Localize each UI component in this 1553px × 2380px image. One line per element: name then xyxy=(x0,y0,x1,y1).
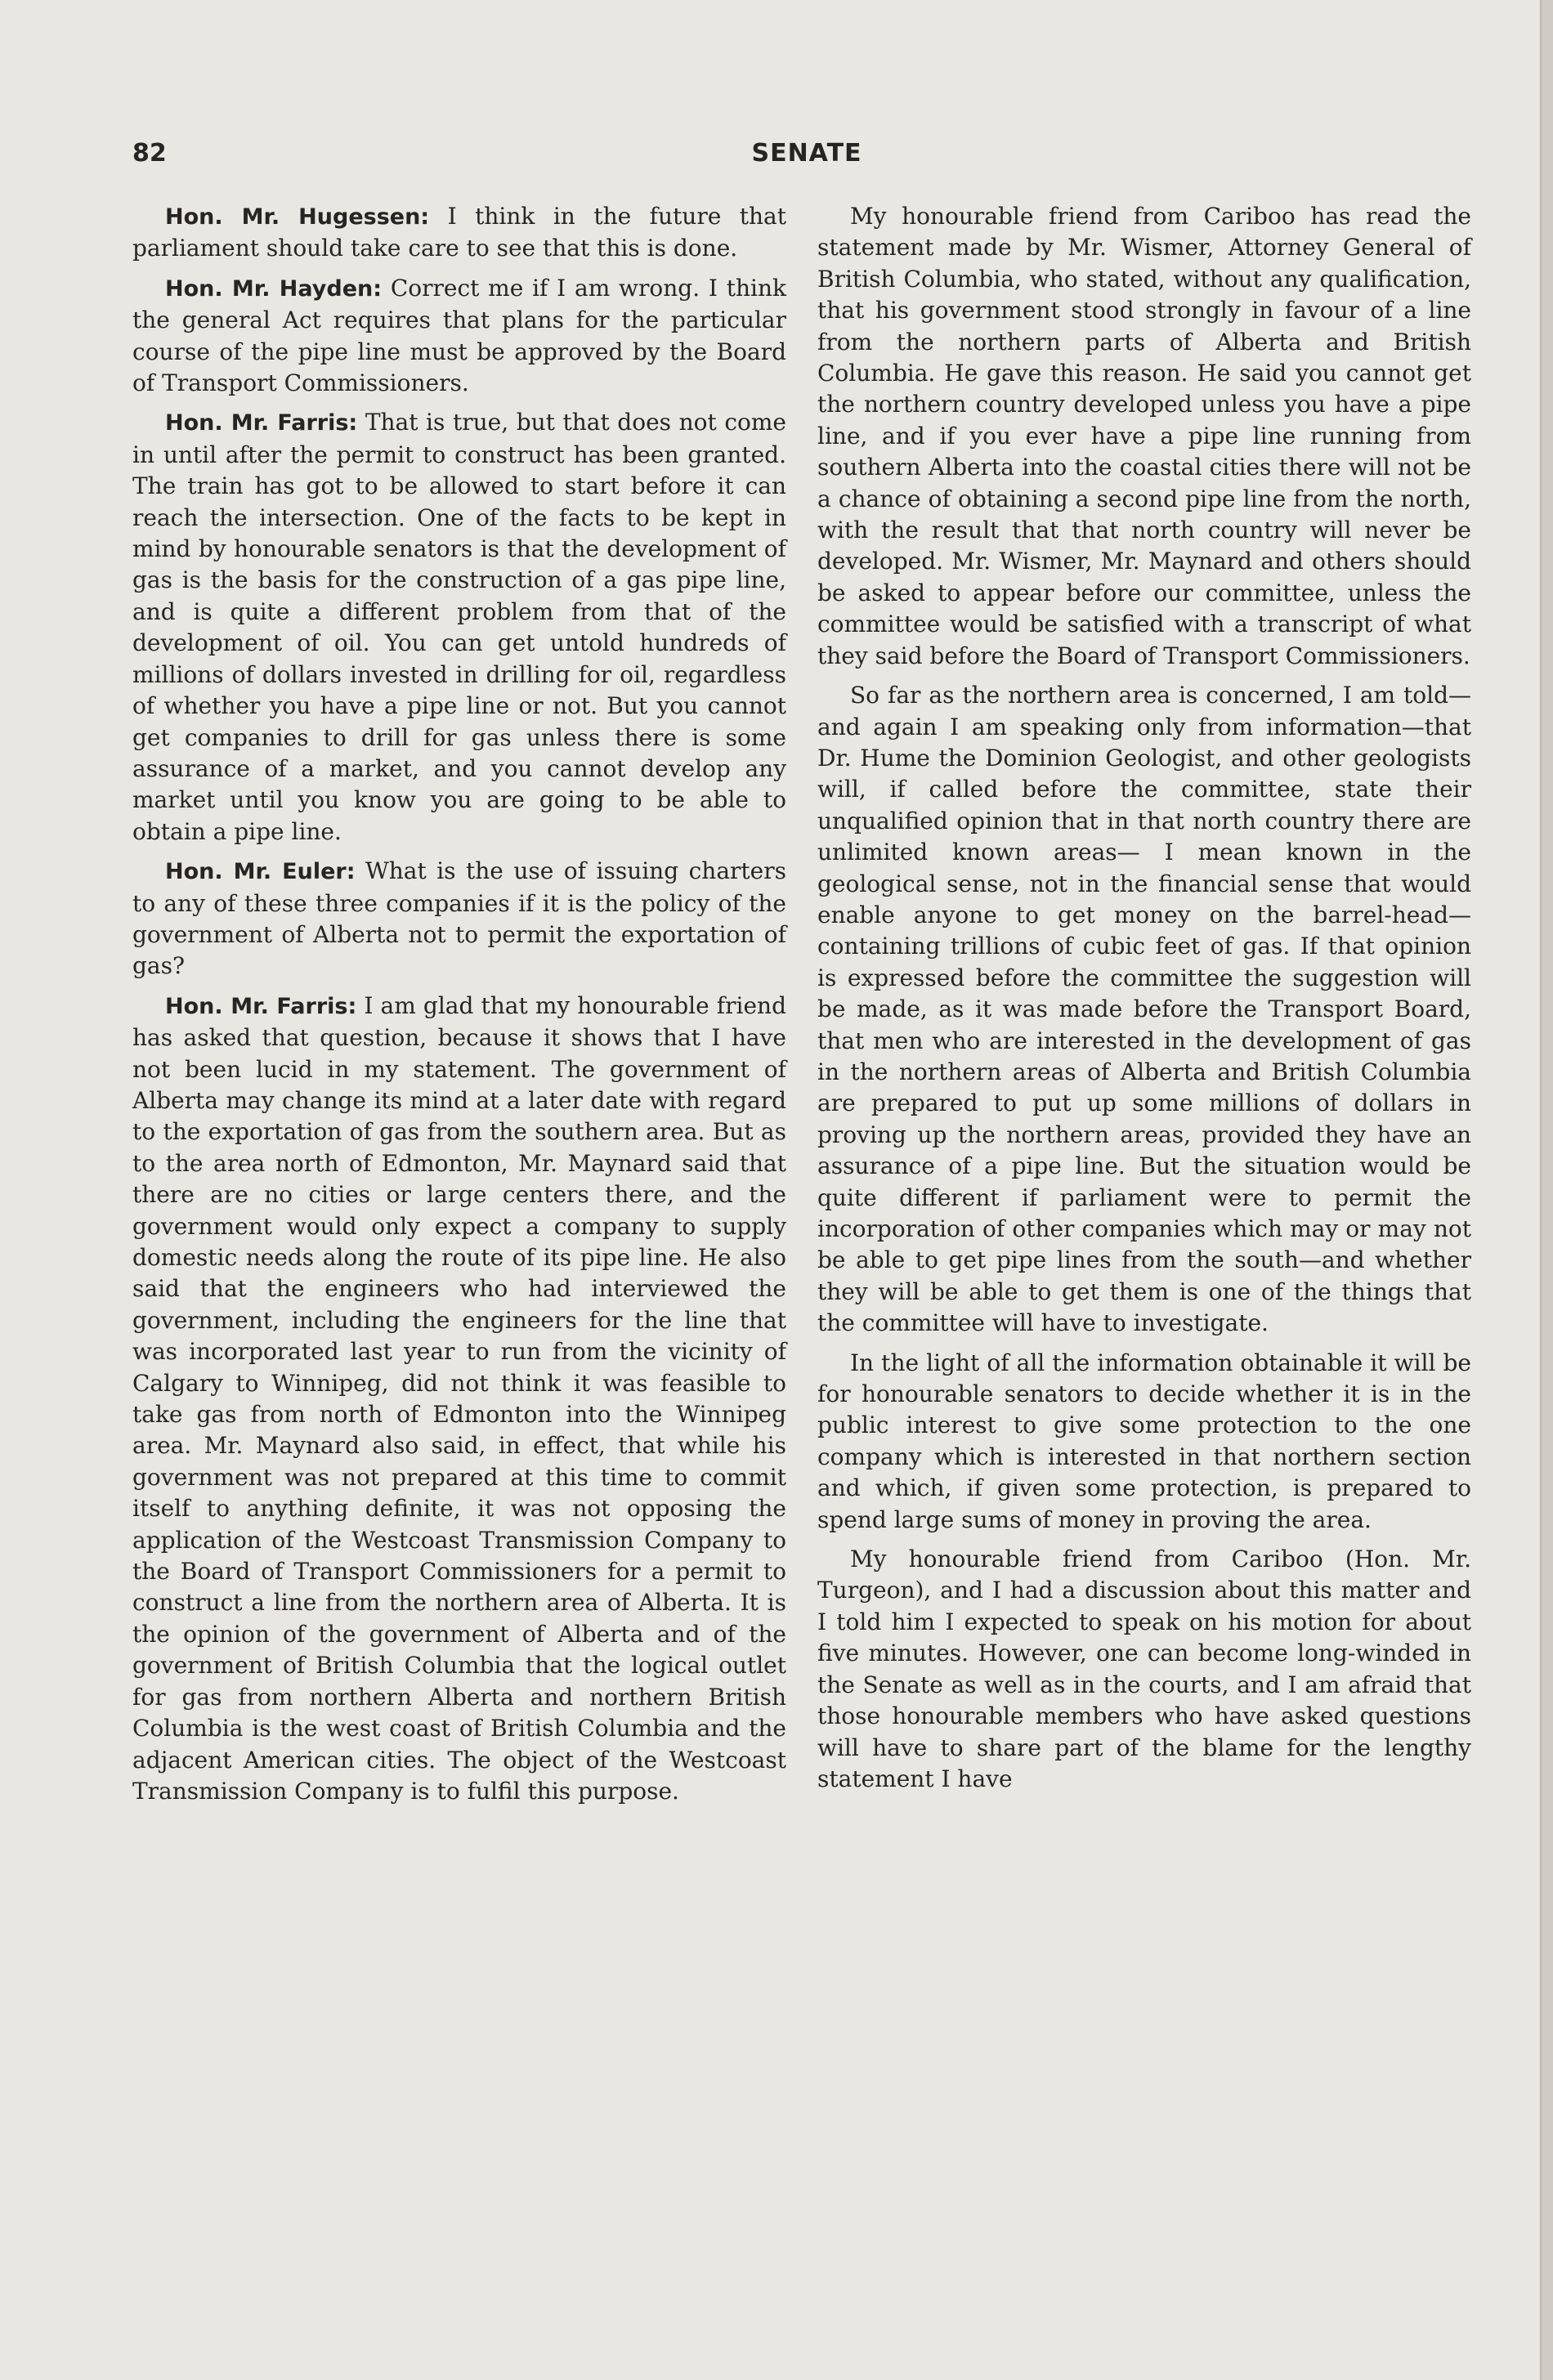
speaker-name: Hon. Mr. Farris: xyxy=(165,410,358,436)
speaker-name: Hon. Mr. Hugessen: xyxy=(165,204,430,230)
speech-text: What is the use of issuing charters to any of these three companies if it is the policy of the government of Alberta not to permit the exportation of gas? xyxy=(132,857,786,980)
speech-text: I think in the future that parliament should take care to see that this is done. xyxy=(132,203,786,262)
speaker-name: Hon. Mr. Hayden: xyxy=(165,275,383,302)
speaker-name: Hon. Mr. Euler: xyxy=(165,859,356,885)
left-column xyxy=(132,201,786,1815)
paragraph xyxy=(817,680,1471,1340)
speech-text: My honourable friend from Cariboo has read the statement made by Mr. Wismer, Attorney General of British Columbia, who stated, without any qualification, that his government stood strongly in favour of a line from the northern parts of Alberta and British Columbia. He gave this reason. He said you cannot get the northern country developed unless you have a pipe line, and if you ever have a pipe line running from southern Alberta into the coastal cities there will not be a chance of obtaining a second pipe line from the north, with the result that that north country will never be developed. Mr. Wismer, Mr. Maynard and others should be asked to appear before our committee, unless the committee would be satisfied with a transcript of what they said before the Board of Transport Commissioners. xyxy=(817,203,1471,669)
speech-text: Correct me if I am wrong. I think the general Act requires that plans for the particular course of the pipe line must be approved by the Board of Transport Commissioners. xyxy=(132,274,786,397)
page-header xyxy=(132,136,1481,172)
speech-text: That is true, but that does not come in until after the permit to construct has been granted. The train has got to be allowed to start before it can reach the intersection. One of the facts to be kept in mind by honourable senators is that the development of gas is the basis for the construction of a gas pipe line, and is quite a different problem from that of the development of oil. You can get untold hundreds of millions of dollars invested in drilling for oil, regardless of whether you have a pipe line or not. But you cannot get companies to drill for gas unless there is some assurance of a market, and you cannot develop any market until you know you are going to be able to obtain a pipe line. xyxy=(132,409,786,845)
speech-text: In the light of all the information obtainable it will be for honourable senators to decide whether it is in the public interest to give some protection to the one company which is interested in that northern section and which, if given some protection, is prepared to spend large sums of money in proving the area. xyxy=(817,1349,1471,1533)
paragraph xyxy=(132,273,786,400)
speaker-name: Hon. Mr. Farris: xyxy=(165,993,357,1019)
paragraph xyxy=(132,201,786,265)
running-head: SENATE xyxy=(751,139,862,168)
speech-text: My honourable friend from Cariboo (Hon. Mr. Turgeon), and I had a discussion about this matter and I told him I expected to speak on his motion for about five minutes. However, one can become long-winded in the Senate as well as in the courts, and I am afraid that those honourable members who have asked questions will have to share part of the blame for the lengthy statement I have xyxy=(817,1546,1471,1792)
paragraph xyxy=(132,407,786,848)
paragraph xyxy=(132,856,786,982)
speech-text: So far as the northern area is concerned, I am told—and again I am speaking only from information—that Dr. Hume the Dominion Geologist, and other geologists will, if called before the committee, state their unqualified opinion that in that north country there are unlimited known areas— I mean known in the geological sense, not in the financial sense that would enable anyone to get money on the barrel-head—containing trillions of cubic feet of gas. If that opinion is expressed before the committee the suggestion will be made, as it was made before the Transport Board, that men who are interested in the development of gas in the northern areas of Alberta and British Columbia are prepared to put up some millions of dollars in proving up the northern areas, provided they have an assurance of a pipe line. But the situation would be quite different if parliament were to permit the incorporation of other companies which may or may not be able to get pipe lines from the south—and whether they will be able to get them is one of the things that the committee will have to investigate. xyxy=(817,682,1471,1337)
page-number: 82 xyxy=(132,139,167,168)
page-edge xyxy=(1540,0,1553,2380)
paragraph xyxy=(132,991,786,1808)
paragraph xyxy=(817,1544,1471,1795)
paragraph xyxy=(817,1348,1471,1536)
paragraph xyxy=(817,201,1471,672)
speech-text: I am glad that my honourable friend has asked that question, because it shows that I have not been lucid in my statement. The government of Alberta may change its mind at a later date with regard to the exportation of gas from the southern area. But as to the area north of Edmonton, Mr. Maynard said that there are no cities or large centers there, and the government would only expect a company to supply domestic needs along the route of its pipe line. He also said that the engineers who had interviewed the government, including the engineers for the line that was incorporated last year to run from the vicinity of Calgary to Winnipeg, did not think it was feasible to take gas from north of Edmonton into the Winnipeg area. Mr. Maynard also said, in effect, that while his government was not prepared at this time to commit itself to anything definite, it was not opposing the application of the Westcoast Transmission Company to the Board of Transport Commissioners for a permit to construct a line from the northern area of Alberta. It is the opinion of the government of Alberta and of the government of British Columbia that the logical outlet for gas from northern Alberta and northern British Columbia is the west coast of British Columbia and the adjacent American cities. The object of the Westcoast Transmission Company is to fulfil this purpose. xyxy=(132,991,786,1805)
right-column xyxy=(817,201,1471,1803)
